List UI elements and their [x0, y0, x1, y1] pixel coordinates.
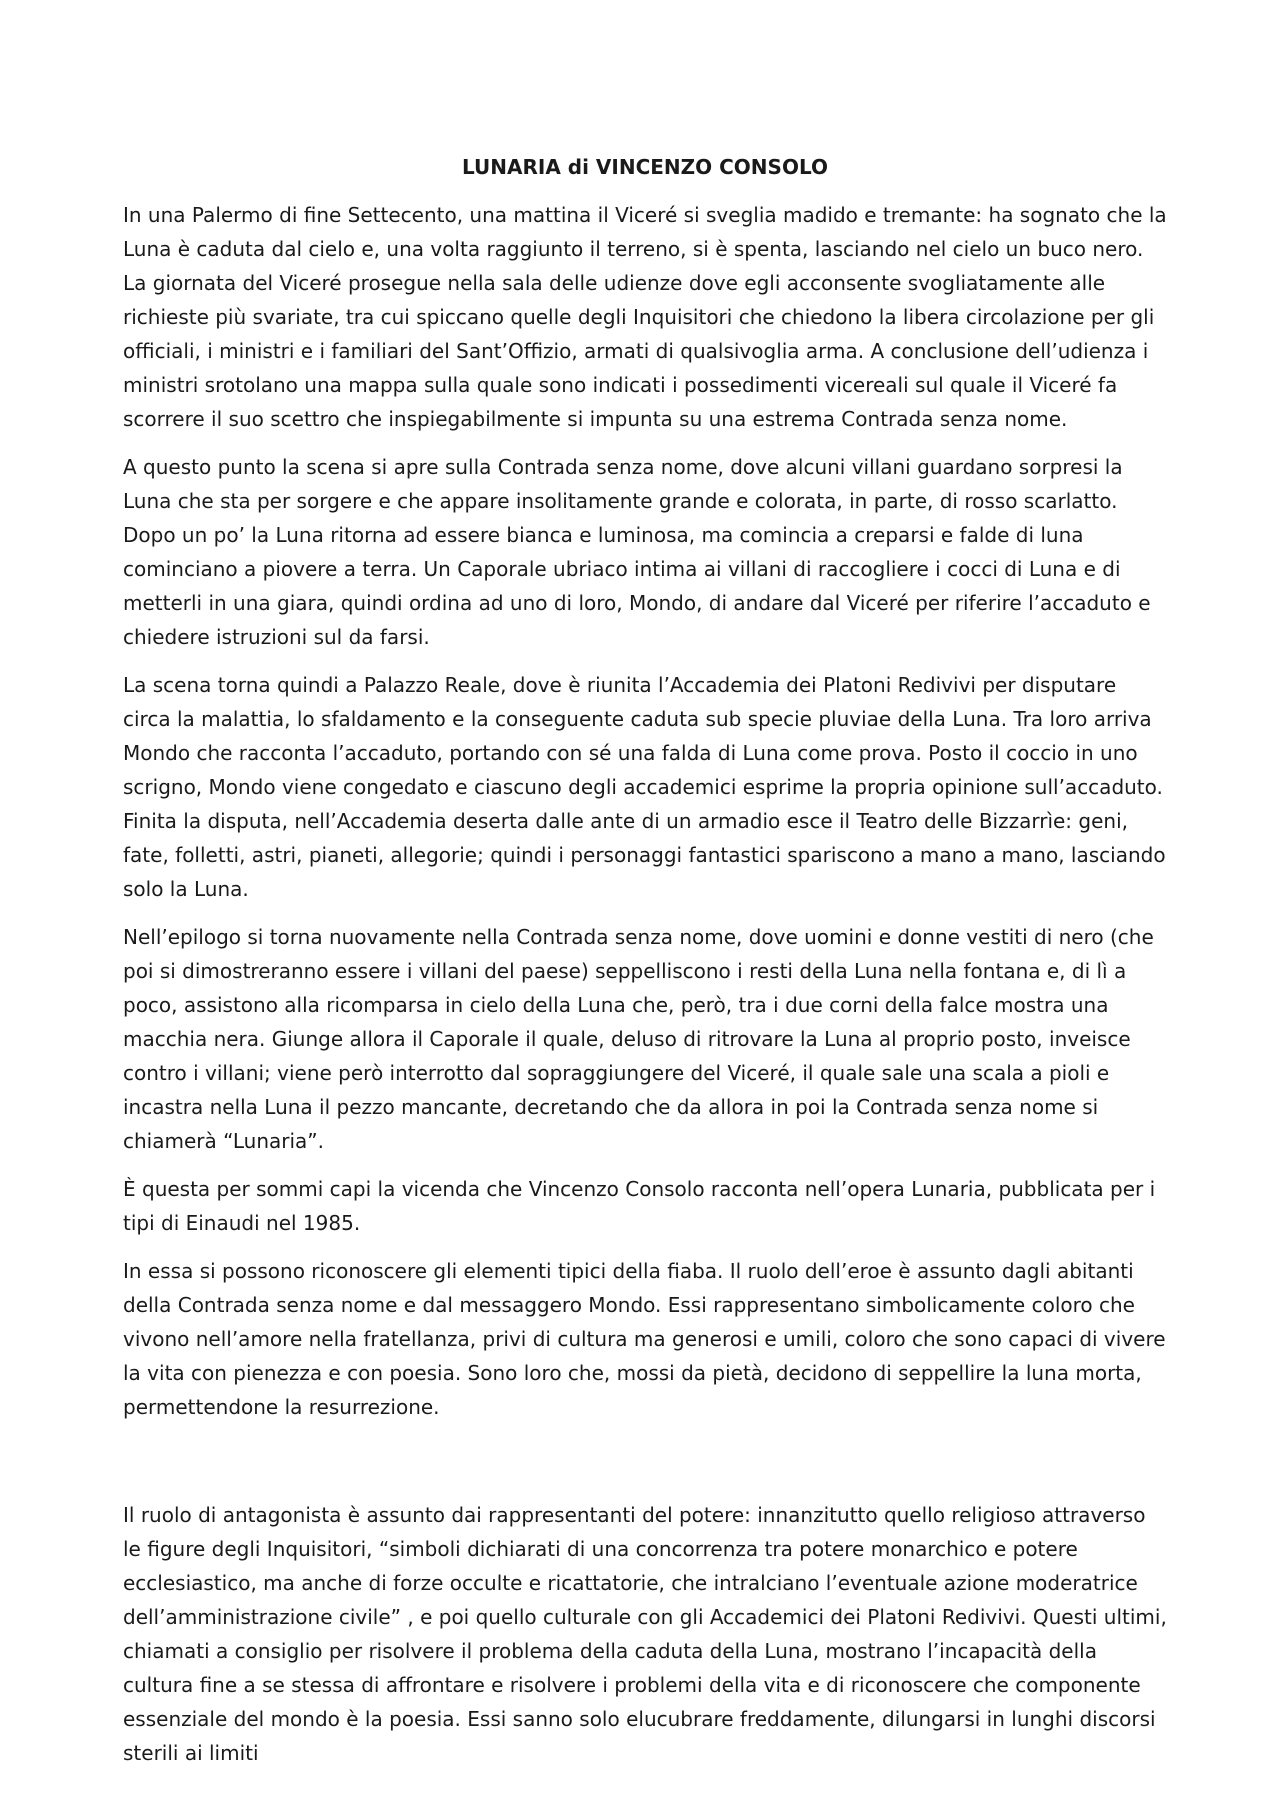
paragraph-gap	[123, 1438, 1167, 1498]
paragraph-5: È questa per sommi capi la vicenda che Vincenzo Consolo racconta nell’opera Lunaria, pubblicata per i tipi di Einaudi nel 1985.	[123, 1177, 1156, 1235]
document-page	[123, 150, 1167, 1784]
paragraph-7: Il ruolo di antagonista è assunto dai rappresentanti del potere: innanzitutto quello religioso attraverso le figure degli Inquisitori, “simboli dichiarati di una concorrenza tra potere monarchico e potere ecclesiastico, ma anche di forze occulte e ricattatorie, che intralciano l’eventuale azione moderatrice dell’amministrazione civile” , e poi quello culturale con gli Accademici dei Platoni Redivivi. Questi ultimi, chiamati a consiglio per risolvere il problema della caduta della Luna, mostrano l’incapacità della cultura fine a se stessa di affrontare e risolvere i problemi della vita e di riconoscere che componente essenziale del mondo è la poesia. Essi sanno solo elucubrare freddamente, dilungarsi in lunghi discorsi sterili ai limiti	[123, 1503, 1167, 1765]
document-title: LUNARIA di VINCENZO CONSOLO	[462, 155, 828, 179]
paragraph-4: Nell’epilogo si torna nuovamente nella Contrada senza nome, dove uomini e donne vestiti di nero (che poi si dimostreranno essere i villani del paese) seppelliscono i resti della Luna nella fontana e, di lì a poco, assistono alla ricomparsa in cielo della Luna che, però, tra i due corni della falce mostra una macchia nera. Giunge allora il Caporale il quale, deluso di ritrovare la Luna al proprio posto, inveisce contro i villani; viene però interrotto dal sopraggiungere del Viceré, il quale sale una scala a pioli e incastra nella Luna il pezzo mancante, decretando che da allora in poi la Contrada senza nome si chiamerà “Lunaria”.	[123, 925, 1154, 1153]
paragraph-1: In una Palermo di fine Settecento, una mattina il Viceré si sveglia madido e tremante: ha sognato che la Luna è caduta dal cielo e, una volta raggiunto il terreno, si è spenta, lasciando nel cielo un buco nero. La giornata del Viceré prosegue nella sala delle udienze dove egli acconsente svogliatamente alle richieste più svariate, tra cui spiccano quelle degli Inquisitori che chiedono la libera circolazione per gli officiali, i ministri e i familiari del Sant’Offizio, armati di qualsivoglia arma. A conclusione dell’udienza i ministri srotolano una mappa sulla quale sono indicati i possedimenti vicereali sul quale il Viceré fa scorrere il suo scettro che inspiegabilmente si impunta su una estrema Contrada senza nome.	[123, 203, 1167, 431]
paragraph-6: In essa si possono riconoscere gli elementi tipici della fiaba. Il ruolo dell’eroe è assunto dagli abitanti della Contrada senza nome e dal messaggero Mondo. Essi rappresentano simbolicamente coloro che vivono nell’amore nella fratellanza, privi di cultura ma generosi e umili, coloro che sono capaci di vivere la vita con pienezza e con poesia. Sono loro che, mossi da pietà, decidono di seppellire la luna morta, permettendone la resurrezione.	[123, 1259, 1166, 1419]
paragraph-3: La scena torna quindi a Palazzo Reale, dove è riunita l’Accademia dei Platoni Redivivi per disputare circa la malattia, lo sfaldamento e la conseguente caduta sub specie pluviae della Luna. Tra loro arriva Mondo che racconta l’accaduto, portando con sé una falda di Luna come prova. Posto il coccio in uno scrigno, Mondo viene congedato e ciascuno degli accademici esprime la propria opinione sull’accaduto. Finita la disputa, nell’Accademia deserta dalle ante di un armadio esce il Teatro delle Bizzarrìe: geni, fate, folletti, astri, pianeti, allegorie; quindi i personaggi fantastici spariscono a mano a mano, lasciando solo la Luna.	[123, 673, 1166, 901]
paragraph-2: A questo punto la scena si apre sulla Contrada senza nome, dove alcuni villani guardano sorpresi la Luna che sta per sorgere e che appare insolitamente grande e colorata, in parte, di rosso scarlatto. Dopo un po’ la Luna ritorna ad essere bianca e luminosa, ma comincia a creparsi e falde di luna cominciano a piovere a terra. Un Caporale ubriaco intima ai villani di raccogliere i cocci di Luna e di metterli in una giara, quindi ordina ad uno di loro, Mondo, di andare dal Viceré per riferire l’accaduto e chiedere istruzioni sul da farsi.	[123, 455, 1151, 649]
